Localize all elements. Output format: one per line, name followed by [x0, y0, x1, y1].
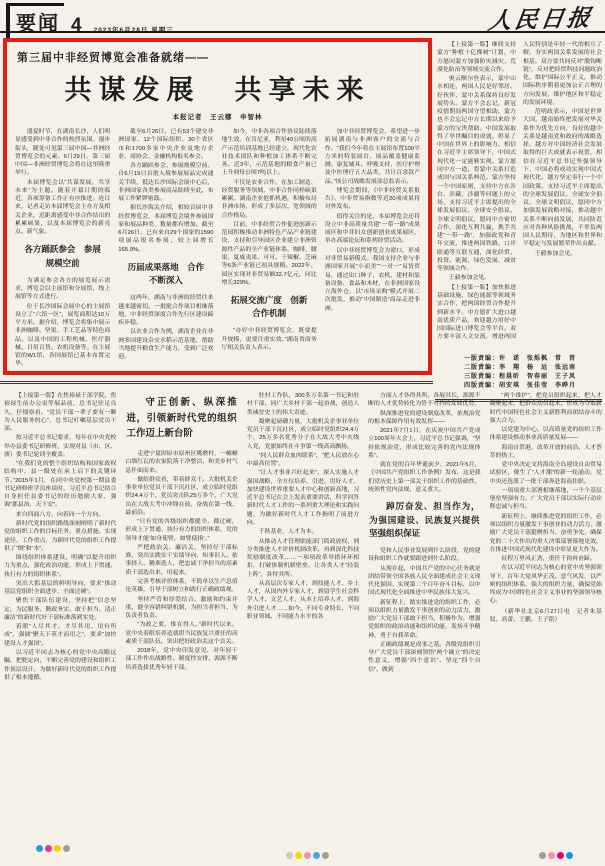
article-kicker: 第三届中非经贸博览会准备就绪—— [17, 52, 209, 64]
byline: 本报记者 王云娜 申智林 [172, 114, 263, 121]
paragraph: 为满足参会各方的展览展示需求，博览会以主展馆和分展馆、线上展馆等方式进行。 [15, 277, 111, 301]
paragraph: 突出大抓基层的鲜明导向，要求“推动基层党组织全面进步、全面过硬”。 [4, 580, 117, 596]
article-column [118, 128, 213, 369]
article-column [222, 128, 317, 369]
paragraph: “办好中非经贸博览会，既要提升规模，更要注重实效。”湖南省商务厅相关负责人表示。 [221, 328, 317, 351]
continuation-articles [437, 41, 602, 344]
paragraph: 以党建为中心，以高质量党的组织工作体系建设推动事业高质量发展—— [489, 427, 602, 442]
paragraph: 以农业合作为例，湖南企业在非洲多国建设杂交水稻示范基地，帮助当地提升粮食生产能力，受到广泛欢迎。 [118, 329, 214, 361]
paragraph: 如今，中非各项合作协议陆续落地生效。在肯尼亚，利星40公顷的高产示范培训基地已经建立，现代化农业技术团队和种植加工体系不断完善。近3年，示范基地的粮食产量已上升到每公顷7吨以上。 [221, 129, 317, 177]
masthead-logo: 人民日报 [486, 4, 595, 35]
paragraph: 征程万里风正劲，重任千钧再奋蹄。 [501, 556, 596, 563]
news-agency-credit: （新华社北京6月27日电 记者朱基钗、高蕾、王鹏、王子铭） [489, 608, 602, 623]
editors-box [440, 349, 600, 393]
paragraph: 凝聚起磅礴力量，大批机关企事业单位党员干部下沉社区，成立临时党组织24.4万个，25万多名优秀分子在大战大考中火线入党，党旗始终在斗争第一线高高飘扬。 [246, 418, 360, 450]
paragraph: 纵深推进党的建设制度改革，依规治党的根本保障作用有效发挥—— [368, 410, 481, 425]
paragraph: “两个维护”，把党员组织起来，把人才凝聚起来，把群众动员起来，形成为夺取新时代中国特色社会主义新胜利而团结奋斗的强大合力。 [489, 393, 602, 424]
paragraph: 新时代党的组织路线深刻阐明了新时代党的组织工作的目标任务、重点措施、实现途径、工作重点，为新时代党的组织工作提供了“纲”和“本”。 [4, 520, 117, 552]
article-column [490, 392, 602, 844]
main-headline: 共谋发展 共享未来 [64, 75, 371, 105]
paragraph: 坚持严管和厚爱结合、激励和约束并重，健全容错纠错机制，为担当者担当、为负责者负责。 [125, 596, 238, 620]
registration-dot [322, 852, 329, 859]
registration-dot [557, 852, 564, 859]
paragraph: “只有党的各级组织都健全、都过硬，形成上下贯通、执行有力的组织体系，党的领导才能‘如身使臂，如臂使指’。” [125, 519, 238, 542]
paragraph: 从推动人才管理职能部门简政放权，到分类推进人才评价机制改革，再到深化科技奖励制度改革……一项项改革举措环环相扣，打破体制机制壁垒，让各类人才“轻装上阵”、各得其所。 [246, 538, 360, 578]
registration-marks [286, 852, 329, 859]
paragraph: 新征程上，继续推进党的组织工作，必须以组织力量激发干事创业的动力活力，激励广大党员干部挺膺担当、奋勇争先，确保党的二十大作出的重大决策部署落地见效，在推进中国式现代化建设中彰显更大作为。 [489, 513, 602, 553]
editors-row: 三版责编：程晨昕 智春丽 王子凤 [463, 374, 576, 380]
paragraph: 党中央决定支持海南全岛建设自由贸易试验区，催生了“人才潮”的新一轮涌动，党中央还选派了一批干部奔赴海南挂职。 [489, 462, 602, 485]
paragraph: 围绕组织体系建设，明确“以提升组织力为重点，强化政治功能，形成上下贯通、执行有力的组织体系”。 [4, 555, 117, 578]
paragraph: 加中非经贸博览会，希望进一步拓展湖南与非洲客户的交流与合作。“我们今年将在主展馆布置100平方米的特装展台，展品覆盖健康监测、康复辅具、呼吸支持、医疗护理及中医理疗五大品类，共计百余款产品。”该公司战略发展部总监表示。 [324, 129, 420, 185]
paragraph: 驻村工作队，300多万名第一书记和驻村干部，同广大乡村干部一起奋战，创造人类减贫史上的伟大奇迹。 [246, 393, 360, 416]
paragraph: 本届博览会以“共谋发展，共享未来”为主题。随着开幕日期的临近，各项筹备工作正有序推进。连日来，记者走访本届博览会主办方及相关企业，近距离感受中非合作结出的累累硕果，以及本届博览会的新亮点、新气象。 [15, 179, 111, 236]
section-subhead: 拓展交流广度 创新合作机制 [230, 295, 308, 319]
section-subhead: 历届成果落地 合作不断深入 [127, 261, 205, 286]
paragraph: 王毅参加会见。 [534, 250, 577, 257]
paragraph: 按习近平总书记要求，每年在中央党校举办县委书记研修班，实现对县（市、区、旗）委书记轮训全覆盖。 [4, 435, 117, 458]
paragraph: 各方踊跃参会、参展规模空前。自6月19日首批入境参展展品完成通关手续，抵达长沙国际会展中心后，非洲国家各类参展商品陆续至此，布展工作紧锣密鼓。 [118, 163, 214, 203]
paragraph: 据长沙海关介绍，相较首届中非经贸博览会，本届博览会境外参展国家和展品种类、数量都有增加。截至6月26日，已有来自29个国家的1590项展品报名参展，较上届增长165.9%。 [118, 205, 214, 253]
registration-dot [539, 852, 546, 859]
paragraph: 完善考核评价体系，不简单以生产总值论英雄，引导干部树立和践行正确政绩观。 [125, 579, 238, 594]
section-subhead: 各方踊跃参会 参展规模空前 [24, 244, 101, 268]
section-divider [0, 381, 433, 384]
section-block [6, 3, 174, 39]
paragraph: 值得关注的是，本届博览会还将设立中非高质量共建“一带一路”成果展区和中非妇女创新创业成果展区，举办高端论坛和系列经贸活动。 [324, 213, 420, 245]
section-subhead: 踔厉奋发、担当作为，为强国建设、民族复兴提供坚强组织保证 [369, 501, 480, 539]
page-header [0, 0, 605, 36]
paragraph: “在我们党的整个组织结构和国家政权结构中，县一级处在承上启下的关键环节。”2015年1月，在同中央党校第一期县委书记研修班学员座谈时，习近平总书记结合自身担任县委书记的经历勉励大家，强调“郡县治，天下安”。 [4, 461, 117, 509]
article-column [325, 128, 420, 369]
paragraph: 【上接第一版】加快推进基础设施、绿色能源等领域务实合作，把两国经贸合作提升到新水平。中方愿扩大进口越南优质产品，欢迎越方用好中国国际进口博览会等平台。双方要丰富人文交流，增进两国人民特别是年轻一代的相互了解，夯实两国关系发展的社会根基。双方要共同反对“脱钩断链”，反对把经贸科技问题政治化，维护国际公平正义，推动国际秩序朝着更加公正合理的方向发展，维护地区和平稳定的发展环境。 [437, 42, 602, 341]
registration-dot [45, 845, 52, 852]
page-number: 4 [71, 15, 82, 36]
paragraph: 聚焦干部队伍建设，坚持把“信念坚定、为民服务、勤政务实、敢于担当、清正廉洁”的新时代好干部标准落到实处。 [4, 598, 117, 621]
registration-dot [548, 852, 555, 859]
paragraph: 从高层次专家人才，到技能人才、乡土人才，从国内外专家人才，到留学生社会科学人才、文艺人才，从本土培养人才，到海外引进人才……如今，不同专业特长、不同职业领域、不同能力水平的各 [246, 580, 360, 620]
paragraph: 从现在起，中国共产党的中心任务就是团结带领全国各族人民全面建成社会主义现代化强国、实现第二个百年奋斗目标，以中国式现代化全面推进中华民族伟大复兴。 [368, 565, 481, 597]
featured-columns [15, 128, 420, 369]
paragraph: 位于长沙国际会展中心的主展馆设立了“六馆一区”，展览面积达10万平方米。据介绍，博览会将集中展示非洲咖啡、坚果、手工艺品等特色商品，以及中国的工程机械、医疗器械、日用百货、农机设备等。在主展馆的W1馆，各国展馆已基本布置完毕。 [15, 303, 111, 368]
registration-dot [295, 852, 302, 859]
editors-row: 一版责编：许 诺 张烁枫 常 晋 [463, 356, 576, 362]
paragraph: 走进宁夏固原市原州区姚磨村，一幢幢白墙红瓦的农家院落干净整洁，和美乡村气息扑面而来。 [125, 451, 238, 474]
paragraph: 【上接第一版】继续支持蒙方“种植十亿棵树”计划，中方愿同蒙方加强防灾减灾、荒漠化防治等领域交流合作。 [437, 42, 516, 73]
paragraph: 博览会期间，《中非经贸关系报告》、中非贸易指数等近20项成果将对外发布。 [324, 187, 420, 211]
paragraph: 截至6月26日，已有53个建交非洲国家、12个国际组织、30个省区市和1700多家中央企业及地方企业、商协会、金融机构报名参会。 [118, 129, 214, 160]
paragraph: 在以习近平同志为核心的党中央坚强领导下，百年大党风华正茂、意气风发，以严密的组织体系、强大的组织力量，确保党始终成为中国特色社会主义事业的坚强领导核心。 [489, 565, 602, 605]
paragraph: 以中非经贸博览会为窗口，形成对非贸易新模式。我国支持企业与非洲国家开展“小而美”“一对一”易货贸易，通过出口种子、农机、建材和装备设备、食品和木材，在非洲国家设立海外仓，以“市场采购”模式开展二次批发，推动“中国制造”商品走进非洲。 [324, 247, 420, 312]
editors-row: 二版责编：李 翔 杨 远 张远南 [463, 365, 576, 371]
paragraph: 党和人民事业发展到什么阶段，党的建设和组织工作就要跟进到什么阶段。 [368, 547, 481, 563]
paragraph: 新征程上，踏实推进党的组织工作，必须以组织力量激发干事创业的动力活力，激励广大党员干部敢于担当、积极作为，增强党组织的政治功能和组织功能，发扬斗争精神，勇于自我革命。 [368, 599, 481, 639]
article-column [368, 392, 480, 844]
paragraph: 严把政治关、廉洁关，坚持好干部标准，突出实践实干实绩导向，知事识人、依事择人、精准选人，把忠诚干净担当的高素质干部选出来、用起来。 [125, 544, 238, 576]
paragraph: “同人民群众血肉联系”，“把人民放在心中最高位置”。 [246, 452, 360, 468]
paragraph: 千秋基业，人才为本。 [258, 529, 318, 536]
paragraph: 不仅是农业合作，在加工制造、经贸服务等领域，中非合作同样硕果累累。湖南企业抢抓机遇，积极布局非洲市场，形成了多层次、宽领域的合作格局。 [221, 179, 317, 219]
paragraph: 盛夏时节，在湖南长沙，人们明显感受到中非合作的热烈氛围。漫步街头，随处可见第三届中国—非洲经贸博览会的元素。6月29日，第三届中国—非洲经贸博览会将在这里隆重举行。 [15, 129, 111, 177]
registration-marks [539, 852, 573, 859]
paragraph: 目前，中非经贸合作促进创新示范园积极推动非洲特色产品产业链建设，支持和引导园区企业建立非洲资源性产品的全产业链体系，咖啡、腰果、夏威夷果、可可、干辣椒、芝麻等6条产业链已初具规模。2022年，园区实现对非贸易额32.7亿元，同比增长329%。 [221, 221, 317, 286]
registration-dot [63, 845, 70, 852]
paragraph: 来自四面八方，向着同一个方向。 [15, 511, 105, 518]
registration-dot [286, 852, 293, 859]
secondary-headline: 守正创新、纵深推进，引领新时代党的组织工作迈上新台阶 [126, 397, 237, 440]
paragraph: 着眼“人尽其才、才尽其用、用有所成”，强调“聚天下英才而用之”，要求“加快建设人才强国”。 [4, 624, 117, 647]
editors-row: 四版责编：胡安琪 张佳莹 李晔月 [463, 383, 576, 389]
paragraph: 正确政绩观是成事之基。各级党组织引导广大党员干部深刻领悟“两个确立”的决定性意义，增强“四个意识”、坚定“四个自信”、做到 [368, 641, 481, 673]
paragraph: 2018年，党中央印发意见，对年轻干部工作作出战略性、制度性安排，源源不断培养选拔优秀年轻干部。 [125, 648, 238, 671]
registration-dot [566, 852, 573, 859]
paragraph: 【上接第一版】在焦裕禄干部学院，焦裕禄生前办公桌等展品前，总书记驻足良久，仔细察看。“党员干部一辈子要有一颗为人民服务的心”，总书记叮嘱基层党员干部。 [4, 393, 117, 433]
registration-dot [54, 845, 61, 852]
article-column [247, 392, 359, 844]
paragraph: 一项项重大部署相继落地，一个个基层堡垒坚强有力，广大党员干部以实际行动诠释忠诚与担当。 [489, 487, 602, 511]
paragraph: “为政之要，惟在得人。”新时代以来，党中央着眼培养造就堪当民族复兴重任的高素质干部队伍，突出把好政治关这个首关。 [125, 622, 238, 645]
article-column [125, 392, 237, 844]
paragraph: 这两年，湖南与非洲的经贸往来越来越密切，一批批合作项目相继落地，中非经贸深度合作先行区建设蹄疾步稳。 [118, 295, 214, 327]
section-title: 要闻 [6, 3, 64, 39]
paragraph: “让人才事业兴旺起来”，深入实施人才强国战略，全方位培养、引进、用好人才，加快建设世界重要人才中心和创新高地，习近平总书记在会上发表重要讲话，科学回答新时代人才工作的一系列重大理论和实践问题，为做好新时代人才工作指明了前进方向。 [246, 470, 360, 526]
registration-dot [36, 845, 43, 852]
publication-date: 2023年6月28日 星期三 [93, 27, 174, 34]
registration-dot [304, 852, 311, 859]
paragraph: 海南自贸港，改革开放的前沿、人才荟萃的热土。 [489, 444, 602, 459]
paragraph: 2021年7月1日，在庆祝中国共产党成立100周年大会上，习近平总书记强调，“坚持依规治党，形成比较完善的党内法规体系”。 [368, 428, 481, 459]
article-column [4, 392, 116, 844]
paragraph: 范明政表示，中国是世界大国，越南始终把发展对华关系作为优先方向，良好的越中关系是越南党和政府的战略选择。越方对中国经济社会发展取得的巨大成就表示祝贺，相信在习近平总书记坚强领导下，中国必将成功实现中国式现代化。越方坚定奉行一个中国政策，支持习近平主席提出的全球发展倡议、全球安全倡议、全球文明倡议，愿同中方加强发展战略对接，推动越中关系不断向前发展，共同防范应对各种风险挑战，不辜负两国人民期待，为地区和世界和平稳定与发展繁荣作出贡献。 [523, 109, 602, 248]
article-column [15, 128, 110, 369]
bottom-section [4, 392, 602, 844]
paragraph: 就在党的百年华诞前夕，2021年5月，《中国共产党组织工作条例》发布，这是我们党历史上第一部关于组织工作的基础性、统领性党内法规，意义重大。 [368, 462, 481, 493]
registration-dot [313, 852, 320, 859]
paragraph: 以习近平同志为核心的党中央高瞻远瞩、把舵定向，不断完善党的建设和组织工作顶层设计，为做好新时代党的组织工作提供了根本遵循。 [4, 649, 117, 681]
paragraph: 王毅参加会见。 [448, 275, 491, 282]
paragraph: 方面人才各得其所、各展其长，源源不断的人才优势转化为势不可挡的发展优势。 [368, 393, 481, 408]
paragraph: 做给群众看，带着群众干。大批机关企事业单位党员干部下沉社区，成立临时党组织24.4万个、党员突击队25万多个，广大党员在大战大考中冲锋在前，奋战在第一线、最前沿。 [125, 476, 238, 516]
paragraph: 奥云额尔登表示，蒙中山水相连，两国人民是好邻居、好伙伴，蒙中关系保持良好发展势头。蒙方不会忘记，新冠疫情期间两国守望相助，蒙方也不会忘记中方长期以来给予蒙方的宝贵帮助。中国发展取得了举世瞩目的成就，彰显了中国在世界上的影响力。相信在习近平主席领导下，中国式现代化一定能够实现。蒙方愿同中方一道，将蒙中关系打造成国与国关系典范。蒙方坚持一个中国原则，支持中方在涉台、涉藏、涉疆等问题上的立场，支持习近平主席提出的全球发展倡议、全球安全倡议、全球文明倡议，愿同中方密切合作，深化互利共赢，携手共建“一带一路”，加强政党和青年交流，推进两国铁路、口岸联通等互联互通，深化经贸、投资、能源、绿色发展、减贫等领域合作。 [437, 76, 516, 273]
registration-marks [36, 845, 70, 852]
featured-article [3, 38, 432, 375]
